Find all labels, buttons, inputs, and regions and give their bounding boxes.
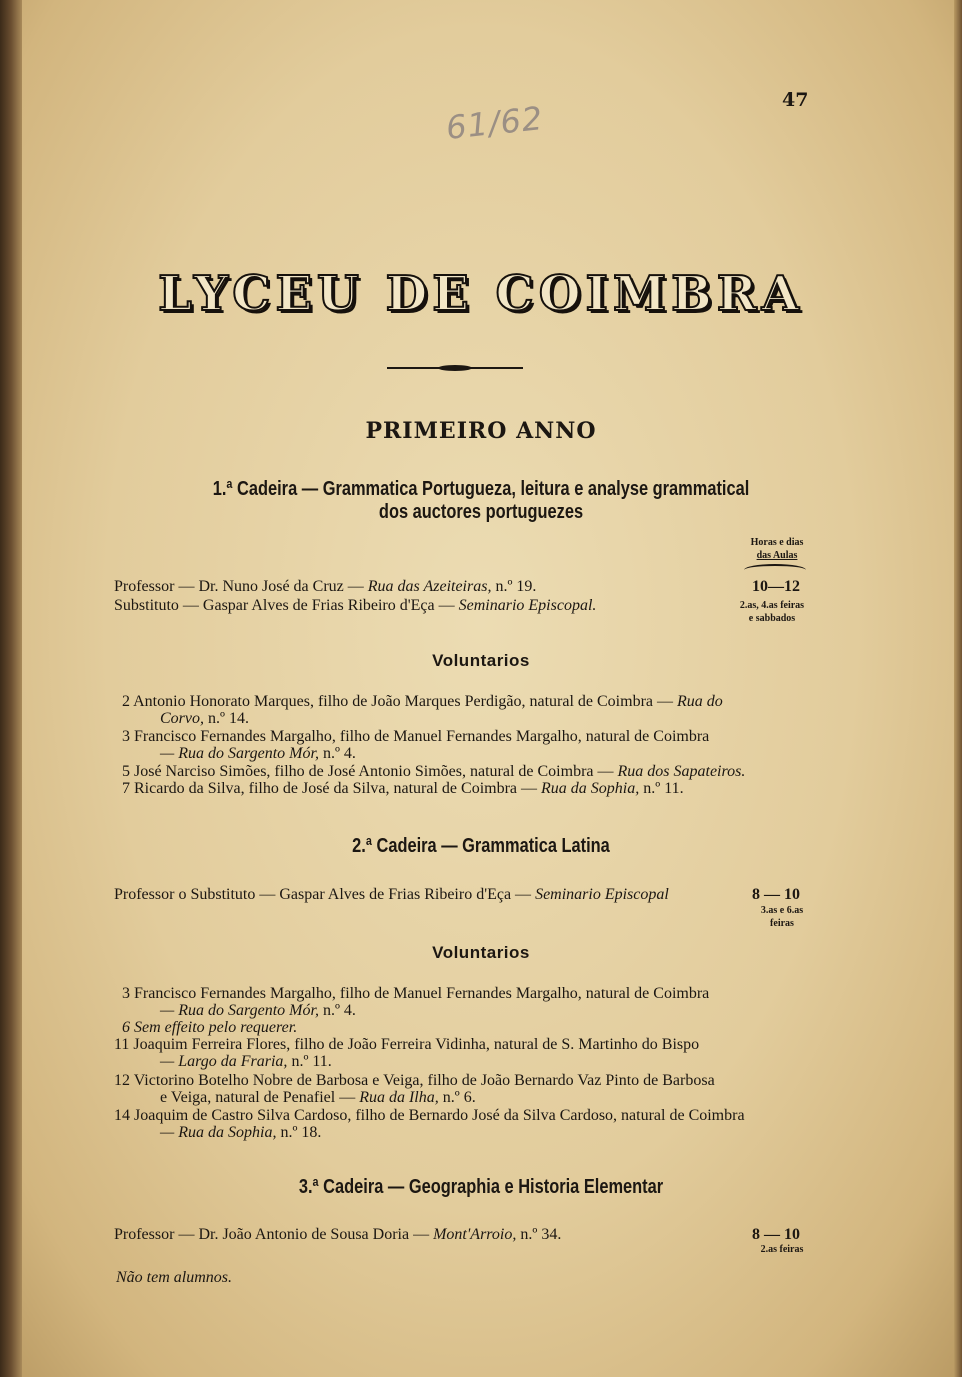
- list-item-continuation: — Largo da Fraria, n.º 11.: [160, 1053, 332, 1070]
- hours-header-brace: [744, 564, 806, 576]
- cadeira1-days-line2: e sabbados: [748, 613, 796, 624]
- list-item-continuation: Corvo, n.º 14.: [160, 710, 249, 727]
- list-item: 12 Victorino Botelho Nobre de Barbosa e Veiga, filho de João Bernardo Vaz Pinto de Barbosa: [114, 1072, 715, 1089]
- list-item: 2 Antonio Honorato Marques, filho de João Marques Perdigão, natural de Coimbra — Rua do: [122, 693, 723, 710]
- hours-header-line2: das Aulas: [756, 550, 798, 561]
- cadeira3-title: 3.ª Cadeira — Geographia e Historia Elementar: [298, 1176, 664, 1198]
- title-divider-ornament: [438, 365, 472, 371]
- list-item: 14 Joaquim de Castro Silva Cardoso, filho de Bernardo José da Silva Cardoso, natural de Coimbra: [114, 1107, 745, 1124]
- list-item: 3 Francisco Fernandes Margalho, filho de Manuel Fernandes Margalho, natural de Coimbra: [122, 985, 710, 1002]
- book-binding: [0, 0, 22, 1377]
- list-item: 3 Francisco Fernandes Margalho, filho de Manuel Fernandes Margalho, natural de Coimbra: [122, 728, 710, 745]
- list-item: 6 Sem effeito pelo requerer.: [122, 1019, 298, 1036]
- page-number: 47: [782, 89, 809, 111]
- cadeira1-days-line1: 2.as, 4.as feiras: [739, 600, 805, 611]
- cadeira2-title: 2.ª Cadeira — Grammatica Latina: [352, 835, 610, 857]
- handwritten-note: 61/62: [444, 99, 545, 147]
- cadeira1-substituto: Substituto — Gaspar Alves de Frias Ribeiro d'Eça — Seminario Episcopal.: [114, 597, 597, 614]
- page-title: LYCEU DE COIMBRA: [158, 266, 804, 322]
- cadeira2-days-line2: feiras: [770, 918, 794, 929]
- year-heading: PRIMEIRO ANNO: [365, 418, 597, 444]
- list-item: 11 Joaquim Ferreira Flores, filho de João Ferreira Vidinha, natural de S. Martinho do Bispo: [114, 1036, 700, 1053]
- cadeira3-no-students: Não tem alumnos.: [116, 1269, 232, 1286]
- list-item: 7 Ricardo da Silva, filho de José da Silva, natural de Coimbra — Rua da Sophia, n.º 11.: [122, 780, 684, 797]
- cadeira1-voluntarios-heading: Voluntarios: [432, 651, 530, 670]
- list-item-continuation: — Rua do Sargento Mór, n.º 4.: [160, 1002, 356, 1019]
- cadeira1-title-line1: 1.ª Cadeira — Grammatica Portugueza, leitura e analyse grammatical: [212, 478, 750, 500]
- cadeira2-professor: Professor o Substituto — Gaspar Alves de Frias Ribeiro d'Eça — Seminario Episcopal: [114, 886, 669, 903]
- cadeira1-title-line2: dos auctores portuguezes: [378, 501, 584, 523]
- cadeira3-professor: Professor — Dr. João Antonio de Sousa Doria — Mont'Arroio, n.º 34.: [114, 1226, 562, 1243]
- list-item: 5 José Narciso Simões, filho de José Antonio Simões, natural de Coimbra — Rua dos Sapateiros.: [122, 763, 746, 780]
- cadeira3-hours: 8 — 10: [752, 1226, 800, 1243]
- cadeira2-voluntarios-heading: Voluntarios: [432, 943, 530, 962]
- cadeira3-days: 2.as feiras: [760, 1244, 804, 1255]
- cadeira1-hours: 10—12: [752, 578, 800, 595]
- list-item-continuation: — Rua do Sargento Mór, n.º 4.: [160, 745, 356, 762]
- hours-header-line1: Horas e dias: [750, 537, 804, 548]
- cadeira2-days-line1: 3.as e 6.as: [760, 905, 804, 916]
- list-item-continuation: e Veiga, natural de Penafiel — Rua da Ilha, n.º 6.: [160, 1089, 476, 1106]
- list-item-continuation: — Rua da Sophia, n.º 18.: [160, 1124, 322, 1141]
- cadeira2-hours: 8 — 10: [752, 886, 800, 903]
- cadeira1-professor: Professor — Dr. Nuno José da Cruz — Rua das Azeiteiras, n.º 19.: [114, 578, 537, 595]
- page-edge: [954, 0, 962, 1377]
